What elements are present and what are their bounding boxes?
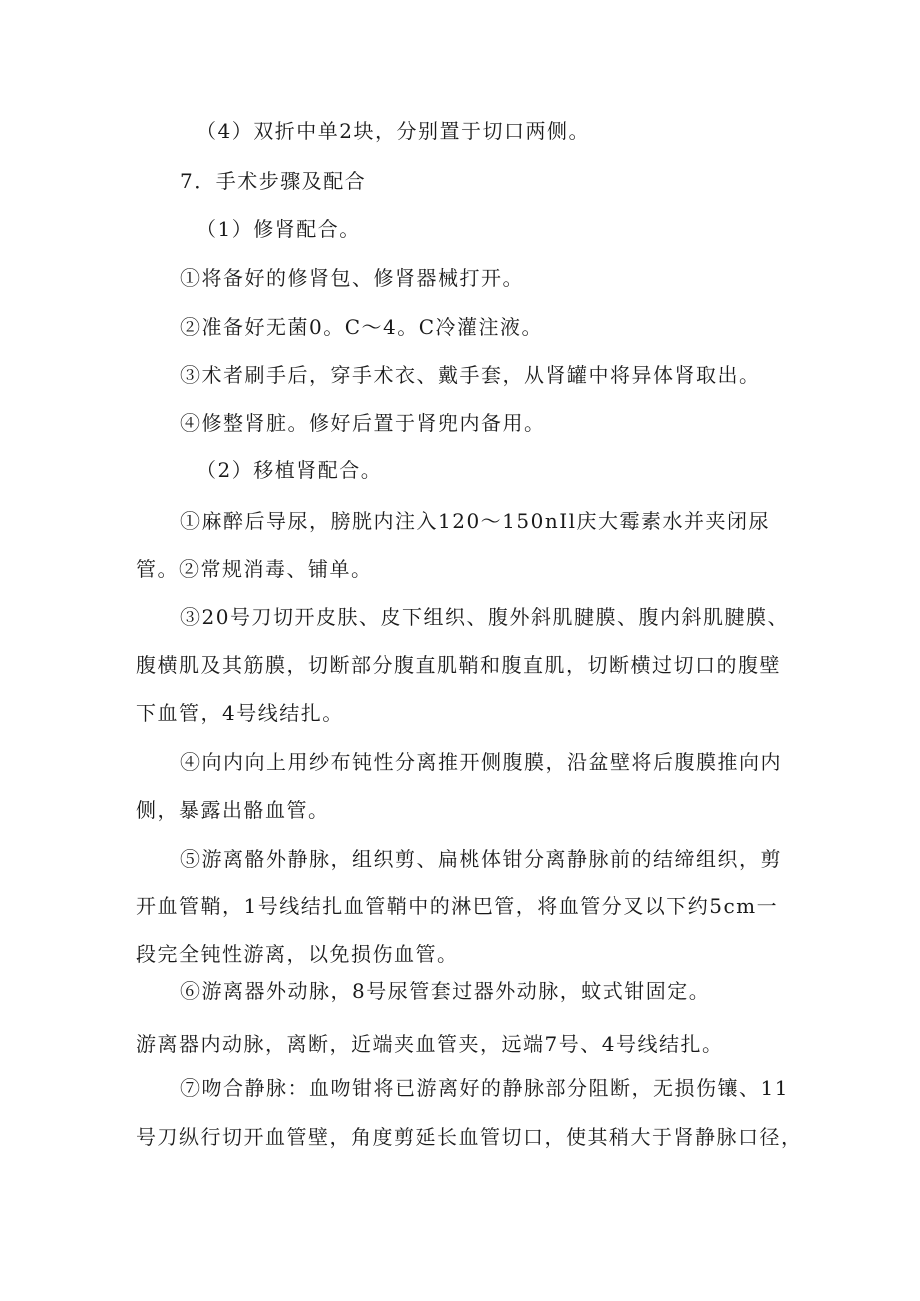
subsection-heading-1: （1）修肾配合。 bbox=[196, 217, 361, 241]
text-line-5: ②准备好无菌0。C～4。C冷灌注液。 bbox=[180, 315, 544, 339]
text-line-10: 管。②常规消毒、铺单。 bbox=[136, 557, 373, 581]
text-line-12: 腹横肌及其筋膜，切断部分腹直肌鞘和腹直肌，切断横过切口的腹壁 bbox=[136, 653, 781, 677]
section-heading: 7．手术步骤及配合 bbox=[180, 169, 367, 193]
text-line-20: 游离器内动脉，离断，近端夹血管夹，远端7号、4号线结扎。 bbox=[136, 1032, 724, 1056]
text-line-11: ③20号刀切开皮肤、皮下组织、腹外斜肌腱膜、腹内斜肌腱膜、 bbox=[180, 605, 789, 629]
subsection-heading-2: （2）移植肾配合。 bbox=[196, 458, 383, 482]
text-line-18: 段完全钝性游离，以免损伤血管。 bbox=[136, 942, 459, 966]
text-line-19: ⑥游离器外动脉，8号尿管套过器外动脉，蚊式钳固定。 bbox=[180, 979, 711, 1003]
text-line-13: 下血管，4号线结扎。 bbox=[136, 701, 344, 725]
text-line-1: （4）双折中单2块，分别置于切口两侧。 bbox=[196, 119, 590, 143]
text-line-15: 侧，暴露出骼血管。 bbox=[136, 798, 330, 822]
text-line-17: 开血管鞘，1号线结扎血管鞘中的淋巴管，将血管分叉以下约5cm一 bbox=[136, 894, 779, 918]
text-line-16: ⑤游离骼外静脉，组织剪、扁桃体钳分离静脉前的结缔组织，剪 bbox=[180, 847, 782, 871]
text-line-7: ④修整肾脏。修好后置于肾兜内备用。 bbox=[180, 411, 546, 435]
text-line-4: ①将备好的修肾包、修肾器械打开。 bbox=[180, 266, 524, 290]
text-line-6: ③术者刷手后，穿手术衣、戴手套，从肾罐中将异体肾取出。 bbox=[180, 363, 761, 387]
text-line-21: ⑦吻合静脉：血吻钳将已游离好的静脉部分阻断，无损伤镶、11 bbox=[180, 1076, 789, 1100]
text-line-22: 号刀纵行切开血管壁，角度剪延长血管切口，使其稍大于肾静脉口径， bbox=[136, 1125, 803, 1149]
text-line-14: ④向内向上用纱布钝性分离推开侧腹膜，沿盆壁将后腹膜推向内 bbox=[180, 750, 782, 774]
text-line-9: ①麻醉后导尿，膀胱内注入120～150nIl庆大霉素水并夹闭尿 bbox=[180, 509, 771, 533]
